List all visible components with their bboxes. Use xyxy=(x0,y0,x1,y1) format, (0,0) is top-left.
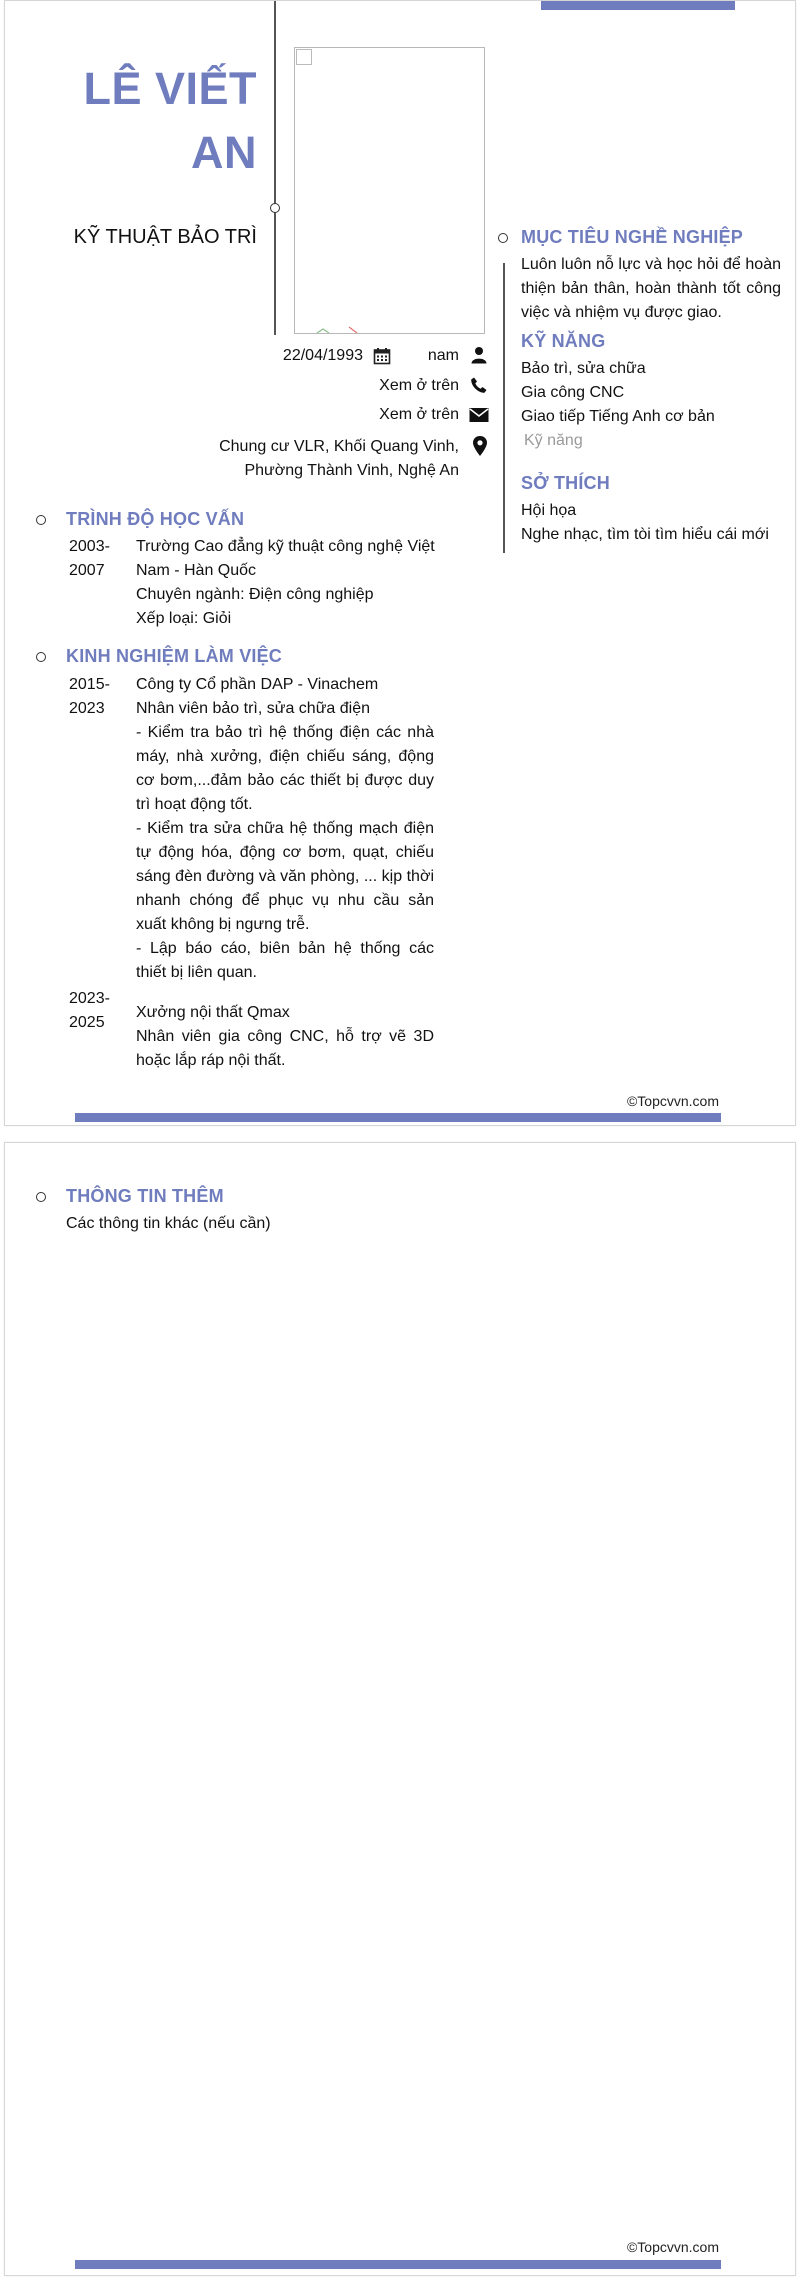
email-text: Xem ở trên xyxy=(379,406,459,423)
name-line-2: AN xyxy=(191,127,257,178)
timeline-dot-icon xyxy=(498,233,508,243)
skill-item: Bảo trì, sửa chữa xyxy=(521,360,646,377)
gender-text: nam xyxy=(427,347,459,364)
experience-title: KINH NGHIỆM LÀM VIỆC xyxy=(66,646,283,666)
timeline-dot-icon xyxy=(270,203,280,213)
header-divider-line xyxy=(274,1,276,335)
experience-duty: - Kiểm tra bảo trì hệ thống điện các nhà máy, nhà xưởng, điện chiếu sáng, động cơ bơm,...đảm bảo các thiết bị được duy trì hoạt động tốt. xyxy=(136,724,434,813)
extra-info-title: THÔNG TIN THÊM xyxy=(66,1186,224,1206)
extra-info-text: Các thông tin khác (nếu cần) xyxy=(66,1215,271,1232)
experience-position: Nhân viên gia công CNC, hỗ trợ vẽ 3D hoặc lắp ráp nội thất. xyxy=(136,1028,434,1069)
education-year-start: 2003- xyxy=(69,538,110,555)
education-title: TRÌNH ĐỘ HỌC VẤN xyxy=(66,509,245,529)
timeline-dot-icon xyxy=(36,515,46,525)
address-text xyxy=(219,435,459,483)
experience-position: Nhân viên bảo trì, sửa chữa điện xyxy=(136,700,370,717)
education-year-end: 2007 xyxy=(69,562,105,579)
skill-item: Giao tiếp Tiếng Anh cơ bản xyxy=(521,408,715,425)
experience-year-end: 2023 xyxy=(69,700,105,717)
experience-company: Công ty Cổ phần DAP - Vinachem xyxy=(136,676,379,693)
experience-year-end: 2025 xyxy=(69,1014,105,1031)
person-icon xyxy=(470,346,488,364)
birthday-text: 22/04/1993 xyxy=(282,347,363,364)
skill-item: Gia công CNC xyxy=(521,384,625,401)
education-grade: Xếp loại: Giỏi xyxy=(136,610,232,627)
profile-photo[interactable] xyxy=(294,47,485,334)
bottom-accent-bar xyxy=(75,2260,721,2269)
skill-placeholder[interactable]: Kỹ năng xyxy=(524,432,583,449)
footer-brand: ©Topcvvn.com xyxy=(626,1093,719,1109)
skills-title: KỸ NĂNG xyxy=(521,331,606,351)
address-line-2: Phường Thành Vinh, Nghệ An xyxy=(244,462,459,479)
experience-year-start: 2023- xyxy=(69,990,110,1007)
hobby-item: Hội họa xyxy=(521,502,577,519)
broken-image-icon xyxy=(296,49,312,65)
bottom-accent-bar xyxy=(75,1113,721,1122)
cv-page-2 xyxy=(4,1142,796,2276)
experience-duty: - Lập báo cáo, biên bản hệ thống các thiết bị liên quan. xyxy=(136,940,434,981)
timeline-dot-icon xyxy=(36,652,46,662)
top-accent-bar xyxy=(541,1,735,10)
experience-year-start: 2015- xyxy=(69,676,110,693)
objective-text: Luôn luôn nỗ lực và học hỏi để hoàn thiện bản thân, hoàn thành tốt công việc và nhiệm vụ được giao. xyxy=(521,256,781,321)
hobbies-title: SỞ THÍCH xyxy=(521,473,610,493)
timeline-dot-icon xyxy=(36,1192,46,1202)
name-line-1: LÊ VIẾT xyxy=(83,63,257,114)
education-school: Trường Cao đẳng kỹ thuật công nghệ Việt Nam - Hàn Quốc xyxy=(136,538,435,579)
right-column-divider xyxy=(503,263,505,553)
footer-brand: ©Topcvvn.com xyxy=(626,2239,719,2255)
cv-page-1 xyxy=(4,0,796,1126)
objective-title: MỤC TIÊU NGHỀ NGHIỆP xyxy=(521,227,744,247)
phone-icon xyxy=(470,376,488,394)
experience-company: Xưởng nội thất Qmax xyxy=(136,1004,290,1021)
hobby-item: Nghe nhạc, tìm tòi tìm hiểu cái mới xyxy=(521,526,769,543)
calendar-icon xyxy=(373,347,391,365)
experience-duty: - Kiểm tra sửa chữa hệ thống mạch điện tự động hóa, động cơ bơm, quạt, chiếu sáng đèn đường và văn phòng, ... kịp thời nhanh chóng để phục vụ nhu cầu sản xuất không bị ngưng trễ. xyxy=(136,820,434,933)
location-pin-icon xyxy=(472,435,488,457)
envelope-icon xyxy=(469,407,489,423)
education-major: Chuyên ngành: Điện công nghiệp xyxy=(136,586,374,603)
job-title: KỸ THUẬT BẢO TRÌ xyxy=(73,226,257,248)
photo-decoration xyxy=(315,325,365,333)
address-line-1: Chung cư VLR, Khối Quang Vinh, xyxy=(219,438,459,455)
candidate-name xyxy=(83,57,257,185)
phone-text: Xem ở trên xyxy=(379,377,459,394)
